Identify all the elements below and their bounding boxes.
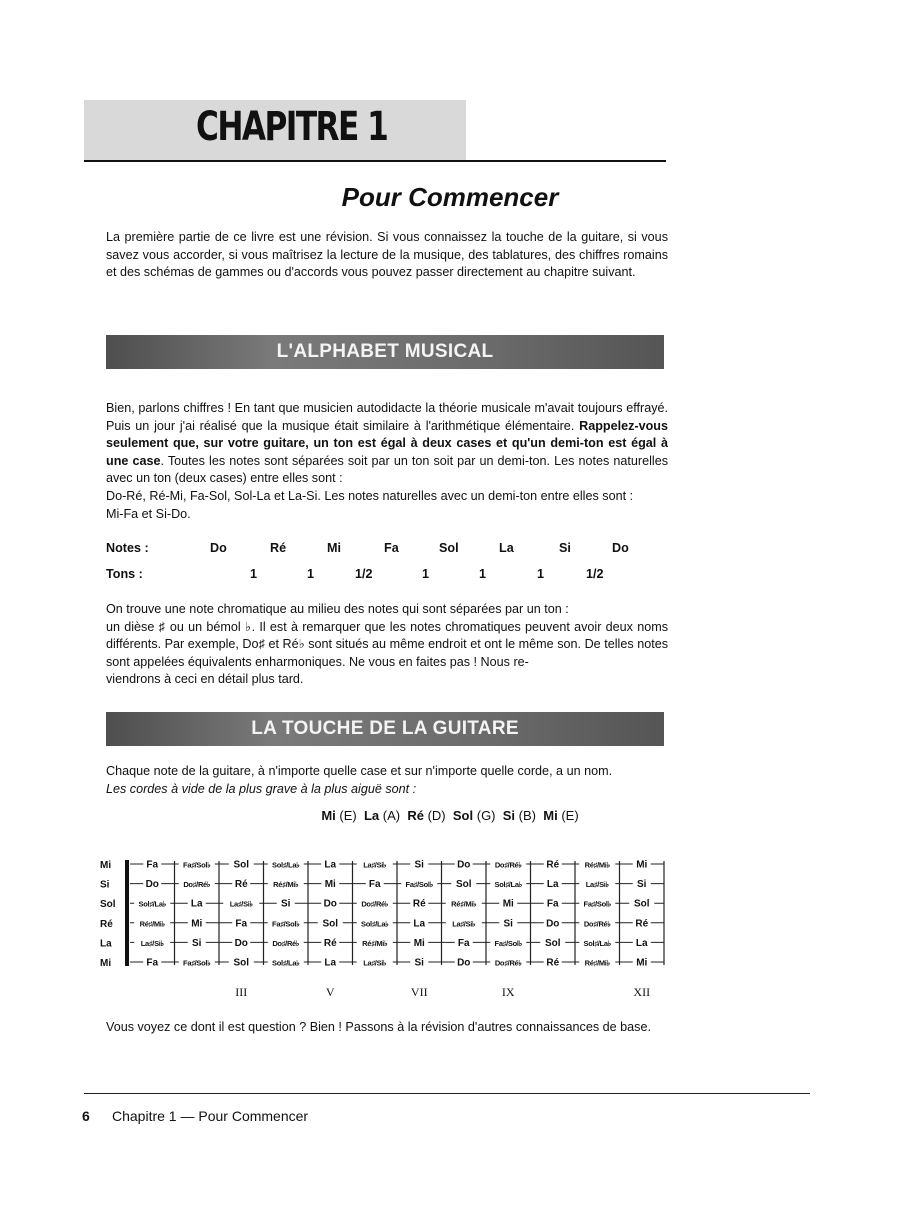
- touche-paragraph-line2: Les cordes à vide de la plus grave à la plus aiguë sont :: [106, 781, 417, 796]
- alphabet-paragraph: [106, 400, 668, 523]
- chapter-rule: [84, 160, 666, 162]
- fret-note: Fa♯/Sol♭: [183, 860, 211, 870]
- ton: 1: [537, 567, 545, 581]
- fret-note: Fa♯/Sol♭: [405, 880, 433, 890]
- fret-note: Do: [546, 918, 560, 930]
- ton: 1: [250, 567, 258, 581]
- fret-note: Mi: [636, 957, 648, 969]
- section-heading-touche: [106, 712, 664, 746]
- fret-note: Fa: [546, 898, 559, 910]
- alphabet-paragraph-end: . Toutes les notes sont séparées soit par un ton soit par un demi-ton. Les notes naturelles avec un ton (deux cases) entre elles sont :: [106, 453, 669, 486]
- fret-note: Ré: [412, 898, 426, 910]
- fret-note: Fa: [457, 937, 470, 949]
- fret-note: Si: [281, 898, 291, 910]
- fret-note: La: [635, 937, 648, 949]
- fret-note: Mi: [636, 859, 648, 871]
- fret-note: Do♯/Ré♭: [272, 938, 300, 948]
- fret-marker-label: VII: [410, 985, 428, 999]
- alphabet-paragraph-bold: Rappelez-vous seulement que, sur votre guitare, un ton est égal à deux cases et qu'un demi-ton est égal à une case: [106, 418, 668, 468]
- fret-note: Sol♯/La♭: [361, 919, 389, 929]
- ton: 1: [422, 567, 430, 581]
- fret-note: Do♯/Ré♭: [494, 860, 522, 870]
- open-string-label: Mi: [100, 958, 112, 969]
- string-name: Mi: [543, 808, 558, 823]
- fret-note: Mi: [502, 898, 514, 910]
- fret-note: La: [413, 918, 426, 930]
- fret-note: Ré♯/Mi♭: [362, 938, 388, 948]
- chromatic-paragraph: [106, 601, 668, 689]
- fret-note: Ré: [234, 879, 248, 891]
- fret-note: Sol♯/La♭: [583, 938, 611, 948]
- note: Do: [210, 541, 227, 555]
- intro-paragraph: La première partie de ce livre est une révision. Si vous connaissez la touche de la guitare, si vous savez vous accorder, si vous maîtrisez la lecture de la musique, des tablatures, des chiffres romains et des schémas de gammes ou d'accords vous pouvez passer directement au chapitre suivant.: [106, 230, 668, 280]
- string-letter: (D): [427, 808, 446, 823]
- section-heading-alphabet-text: L'ALPHABET MUSICAL: [276, 341, 494, 362]
- string-letter: (E): [561, 808, 579, 823]
- closing-paragraph: Vous voyez ce dont il est question ? Bien ! Passons à la révision d'autres connaissances de base.: [106, 1020, 651, 1034]
- fret-note: Fa: [368, 879, 381, 891]
- string-name: Ré: [407, 808, 424, 823]
- touche-paragraph: [106, 763, 668, 798]
- fret-note: Sol♯/La♭: [272, 860, 300, 870]
- fret-note: Sol: [233, 859, 250, 871]
- fret-note: Fa♯/Sol♭: [272, 919, 300, 929]
- fret-note: Ré: [546, 957, 560, 969]
- fret-marker-label: IX: [501, 985, 515, 999]
- fret-note: Ré: [546, 859, 560, 871]
- fret-note: Si: [414, 957, 424, 969]
- open-string-label: Ré: [100, 918, 113, 930]
- fret-note: Sol: [633, 898, 650, 910]
- fret-note: La♯/Si♭: [363, 860, 387, 870]
- chromatic-paragraph-rest: un dièse ♯ ou un bémol ♭. Il est à remarquer que les notes chromatiques peuvent avoir deux noms différents. Par exemple, Do♯ et Ré♭ sont situés au même endroit et ont le même son. De telles notes sont appelées équivalents enharmoniques. Ne vous en faites pas ! Nous re-: [106, 619, 668, 669]
- fret-note: Do♯/Ré♭: [183, 880, 211, 890]
- section-heading-touche-text: LA TOUCHE DE LA GUITARE: [251, 718, 519, 739]
- fret-note: Do: [457, 957, 471, 969]
- string-letter: (G): [476, 808, 496, 823]
- fret-note: La: [324, 859, 337, 871]
- fret-note: Do: [323, 898, 337, 910]
- ton: 1: [479, 567, 487, 581]
- chromatic-paragraph-line1: On trouve une note chromatique au milieu des notes qui sont séparées par un ton :: [106, 602, 569, 616]
- fret-note: Si: [414, 859, 424, 871]
- fret-note: La: [546, 879, 559, 891]
- open-string-label: Si: [100, 879, 110, 891]
- fret-note: Si: [192, 937, 202, 949]
- fret-marker-label: V: [325, 985, 335, 999]
- note: Ré: [270, 541, 287, 555]
- fret-note: Mi: [191, 918, 203, 930]
- open-string-label: La: [100, 938, 112, 950]
- fret-note: Do: [234, 937, 248, 949]
- page-number: 6: [82, 1108, 90, 1124]
- fret-note: Fa♯/Sol♭: [183, 958, 211, 968]
- note: Si: [559, 541, 571, 555]
- running-title: Chapitre 1 — Pour Commencer: [112, 1108, 309, 1124]
- fret-note: Sol: [322, 918, 339, 930]
- fret-note: Ré: [323, 937, 337, 949]
- fret-marker-label: XII: [633, 985, 651, 999]
- alphabet-paragraph-line3: Mi-Fa et Si-Do.: [106, 506, 191, 521]
- fret-note: Ré♯/Mi♭: [273, 880, 299, 890]
- fret-note: Mi: [413, 937, 425, 949]
- fret-note: Ré♯/Mi♭: [451, 899, 477, 909]
- string-name: Si: [502, 808, 516, 823]
- notes-label: Notes :: [106, 541, 149, 555]
- note: Fa: [384, 541, 399, 555]
- fret-note: Sol♯/La♭: [138, 899, 166, 909]
- tons-label: Tons :: [106, 567, 143, 581]
- fret-note: La: [324, 957, 337, 969]
- string-letter: (A): [382, 808, 401, 823]
- string-name: Mi: [321, 808, 336, 823]
- fret-note: Do: [145, 879, 159, 891]
- open-string-label: Mi: [100, 860, 112, 871]
- fret-note: Sol: [544, 937, 561, 949]
- ton: 1/2: [355, 567, 373, 581]
- fret-note: Do♯/Ré♭: [361, 899, 389, 909]
- fret-note: Sol♯/La♭: [494, 880, 522, 890]
- fret-note: Mi: [324, 879, 336, 891]
- note: Sol: [439, 541, 459, 555]
- string-letter: (B): [518, 808, 537, 823]
- alphabet-paragraph-start: Bien, parlons chiffres ! En tant que musicien autodidacte la théorie musicale m'avait toujours effrayé. Puis un jour j'ai réalisé que la musique était similaire à l'arithmétique élémentaire.: [106, 401, 668, 433]
- open-strings-sequence: [0, 808, 900, 823]
- fret-note: Fa♯/Sol♭: [583, 899, 611, 909]
- note: Mi: [327, 541, 341, 555]
- fret-note: Sol: [455, 879, 472, 891]
- fret-note: Ré♯/Mi♭: [139, 919, 165, 929]
- fret-note: Fa: [146, 859, 159, 871]
- fret-note: La♯/Si♭: [140, 938, 164, 948]
- string-name: Sol: [452, 808, 474, 823]
- fret-note: La♯/Si♭: [363, 958, 387, 968]
- fretboard-nut: [125, 860, 129, 966]
- fret-note: Si: [637, 879, 647, 891]
- touche-paragraph-line1: Chaque note de la guitare, à n'importe quelle case et sur n'importe quelle corde, a un nom.: [106, 764, 613, 778]
- page-subtitle: Pour Commencer: [341, 182, 559, 212]
- fret-note: La♯/Si♭: [452, 919, 476, 929]
- alphabet-paragraph-line2: Do-Ré, Ré-Mi, Fa-Sol, Sol-La et La-Si. Les notes naturelles avec un demi-ton entre elles sont :: [106, 488, 634, 503]
- fret-note: Fa: [235, 918, 248, 930]
- ton: 1/2: [586, 567, 604, 581]
- chromatic-paragraph-last: viendrons à ceci en détail plus tard.: [106, 672, 304, 687]
- fret-note: La♯/Si♭: [585, 880, 609, 890]
- fret-note: Do♯/Ré♭: [583, 919, 611, 929]
- fret-note: Fa♯/Sol♭: [494, 938, 522, 948]
- fretboard-diagram: [100, 850, 670, 975]
- fret-note: Ré♯/Mi♭: [584, 958, 610, 968]
- fret-note: Si: [503, 918, 513, 930]
- fret-note: Do: [457, 859, 471, 871]
- fret-note: Sol♯/La♭: [272, 958, 300, 968]
- ton: 1: [307, 567, 315, 581]
- fret-note: Sol: [233, 957, 250, 969]
- string-letter: (E): [339, 808, 357, 823]
- string-name: La: [363, 808, 380, 823]
- fret-note: Fa: [146, 957, 159, 969]
- footer-rule: [84, 1093, 810, 1094]
- section-heading-alphabet: [106, 335, 664, 369]
- fret-note: Do♯/Ré♭: [494, 958, 522, 968]
- chapter-title: CHAPITRE 1: [196, 104, 388, 150]
- open-string-label: Sol: [100, 899, 116, 911]
- fret-note: La: [190, 898, 203, 910]
- note: Do: [612, 541, 629, 555]
- note: La: [499, 541, 514, 555]
- fret-note: Ré♯/Mi♭: [584, 860, 610, 870]
- fret-note: Ré: [635, 918, 649, 930]
- fret-note: La♯/Si♭: [229, 899, 253, 909]
- fret-marker-label: III: [235, 985, 248, 999]
